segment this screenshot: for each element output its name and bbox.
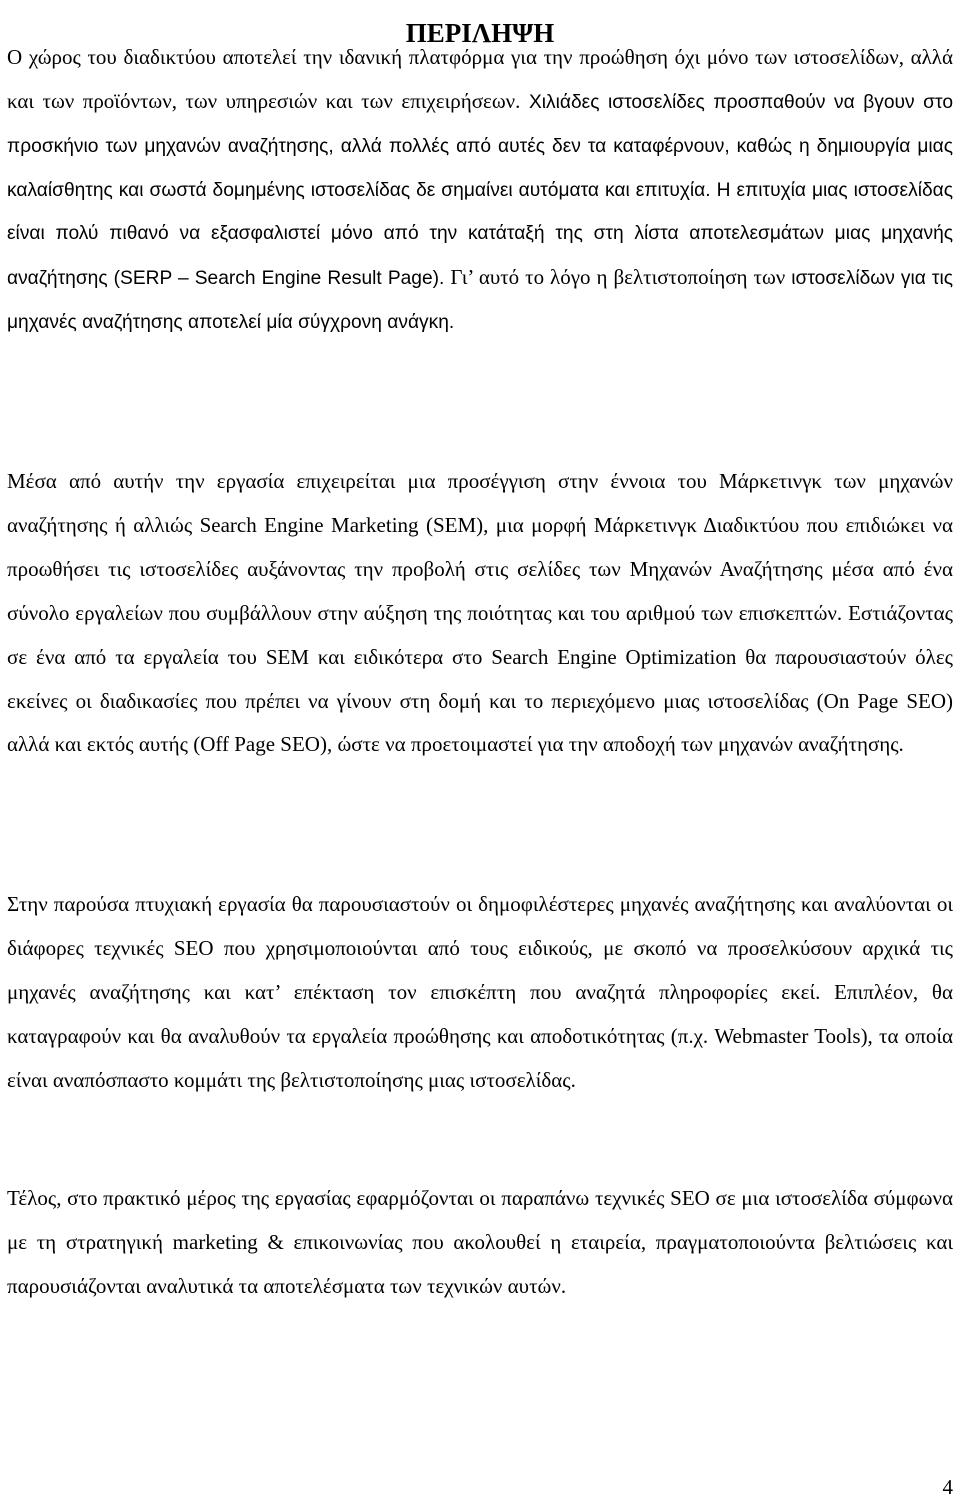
page-title: ΠΕΡΙΛΗΨΗ	[405, 18, 555, 49]
page-number: 4	[942, 1475, 953, 1499]
paragraph-2: Μέσα από αυτήν την εργασία επιχειρείται μια προσέγγιση στην έννοια του Μάρκετινγκ των μηχανών αναζήτησης ή αλλιώς Search Engine Marketing (SEM), μια μορφή Μάρκετινγκ Διαδικτύου που επιδιώκει να προωθήσει τις ιστοσελίδες αυξάνοντας την προβολή στις σελίδες των Μηχανών Αναζήτησης μέσα από ένα σύνολο εργαλείων που συμβάλλουν στην αύξηση της ποιότητας και του αριθμού των επισκεπτών. Εστιάζοντας σε ένα από τα εργαλεία του SEM και ειδικότερα στο Search Engine Optimization θα παρουσιαστούν όλες εκείνες οι διαδικασίες που πρέπει να γίνουν στη δομή και το περιεχόμενο μιας ιστοσελίδας (On Page SEO) αλλά και εκτός αυτής (Off Page SEO), ώστε να προετοιμαστεί για την αποδοχή των μηχανών αναζήτησης.	[7, 469, 953, 757]
paragraph-1-serif-tail: Γι’ αυτό το λόγο η βελτιστοποίηση των	[444, 265, 792, 290]
paragraph-1	[7, 36, 953, 345]
paragraph-3: Στην παρούσα πτυχιακή εργασία θα παρουσιαστούν οι δημοφιλέστερες μηχανές αναζήτησης και αναλύονται οι διάφορες τεχνικές SEO που χρησιμοποιούνται από τους ειδικούς, με σκοπό να προσελκύσουν αρχικά τις μηχανές αναζήτησης και κατ’ επέκταση τον επισκέπτη που αναζητά πληροφορίες εκεί. Επιπλέον, θα καταγραφούν και θα αναλυθούν τα εργαλεία προώθησης και αποδοτικότητας (π.χ. Webmaster Tools), τα οποία είναι αναπόσπαστο κομμάτι της βελτιστοποίησης μιας ιστοσελίδας.	[7, 892, 953, 1092]
paragraph-1-serif-lead: Ο χώρος του διαδικτύου αποτελεί την ιδανική πλατφόρμα για την προώθηση όχι μόνο των ιστοσελίδων, αλλά και των προϊόντων, των υπηρεσιών και των επιχειρήσεων.	[7, 45, 953, 113]
paragraph-4: Τέλος, στο πρακτικό μέρος της εργασίας εφαρμόζονται οι παραπάνω τεχνικές SEO σε μια ιστοσελίδα σύμφωνα με τη στρατηγική marketing & επικοινωνίας που ακολουθεί η εταιρεία, πραγματοποιούντα βελτιώσεις και παρουσιάζονται αναλυτικά τα αποτελέσματα των τεχνικών αυτών.	[7, 1186, 953, 1298]
paragraph-1-sans-tail: ιστοσελίδων για τις μηχανές αναζήτησης αποτελεί μία σύγχρονη ανάγκη.	[7, 268, 954, 333]
paragraph-1-sans-body: Χιλιάδες ιστοσελίδες προσπαθούν να βγουν στο προσκήνιο των μηχανών αναζήτησης, αλλά πολλές από αυτές δεν τα καταφέρνουν, καθώς η δημιουργία μιας καλαίσθητης και σωστά δομημένης ιστοσελίδας δε σημαίνει αυτόματα και επιτυχία. Η επιτυχία μιας ιστοσελίδας είναι πολύ πιθανό να εξασφαλιστεί μόνο από την κατάταξή της στη λίστα αποτελεσμάτων μιας μηχανής αναζήτησης (SERP – Search Engine Result Page).	[7, 91, 953, 290]
